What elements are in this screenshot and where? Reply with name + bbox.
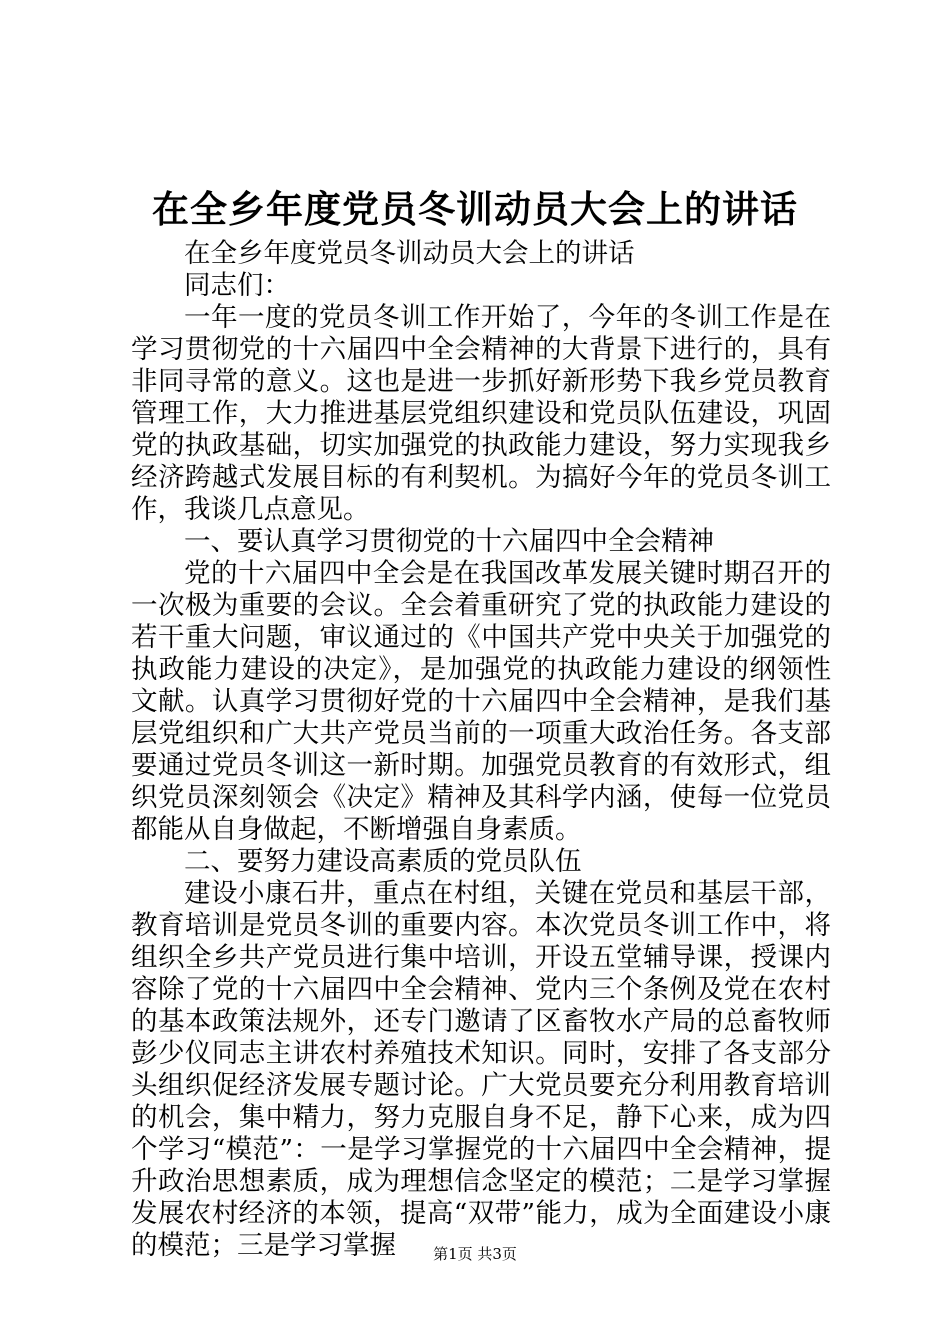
document-title: 在全乡年度党员冬训动员大会上的讲话 <box>152 187 798 231</box>
section-2-paragraph: 建设小康石井，重点在村组，关键在党员和基层干部，教育培训是党员冬训的重要内容。本次党员冬训工作中，将组织全乡共产党员进行集中培训，开设五堂辅导课，授课内容除了党的十六届四中全会精神、党内三个条例及党在农村的基本政策法规外，还专门邀请了区畜牧水产局的总畜牧师彭少仪同志主讲农村养殖技术知识。同时，安排了各支部分头组织促经济发展专题讨论。广大党员要充分利用教育培训的机会，集中精力，努力克服自身不足，静下心来，成为四个学习“模范”：一是学习掌握党的十六届四中全会精神，提升政治思想素质，成为理想信念坚定的模范；二是学习掌握发展农村经济的本领，提高“双带”能力，成为全面建设小康的模范；三是学习掌握 <box>131 878 831 1261</box>
intro-paragraph: 一年一度的党员冬训工作开始了，今年的冬训工作是在学习贯彻党的十六届四中全会精神的大背景下进行的，具有非同寻常的意义。这也是进一步抓好新形势下我乡党员教育管理工作，大力推进基层党组织建设和党员队伍建设，巩固党的执政基础，切实加强党的执政能力建设，努力实现我乡经济跨越式发展目标的有利契机。为搞好今年的党员冬训工作，我谈几点意见。 <box>131 302 831 525</box>
subtitle-paragraph: 在全乡年度党员冬训动员大会上的讲话 <box>184 238 635 269</box>
section-heading-2: 二、要努力建设高素质的党员队伍 <box>184 846 582 877</box>
document-body <box>131 238 831 1262</box>
section-1-paragraph: 党的十六届四中全会是在我国改革发展关键时期召开的一次极为重要的会议。全会着重研究了党的执政能力建设的若干重大问题，审议通过的《中国共产党中央关于加强党的执政能力建设的决定》，是加强党的执政能力建设的纲领性文献。认真学习贯彻好党的十六届四中全会精神，是我们基层党组织和广大共产党员当前的一项重大政治任务。各支部要通过党员冬训这一新时期。加强党员教育的有效形式，组织党员深刻领会《决定》精神及其科学内涵，使每一位党员都能从自身做起，不断增强自身素质。 <box>131 558 831 845</box>
salutation-paragraph: 同志们： <box>184 270 290 301</box>
section-heading-1: 一、要认真学习贯彻党的十六届四中全会精神 <box>184 526 714 557</box>
page-footer: 第1页 共3页 <box>433 1245 517 1263</box>
